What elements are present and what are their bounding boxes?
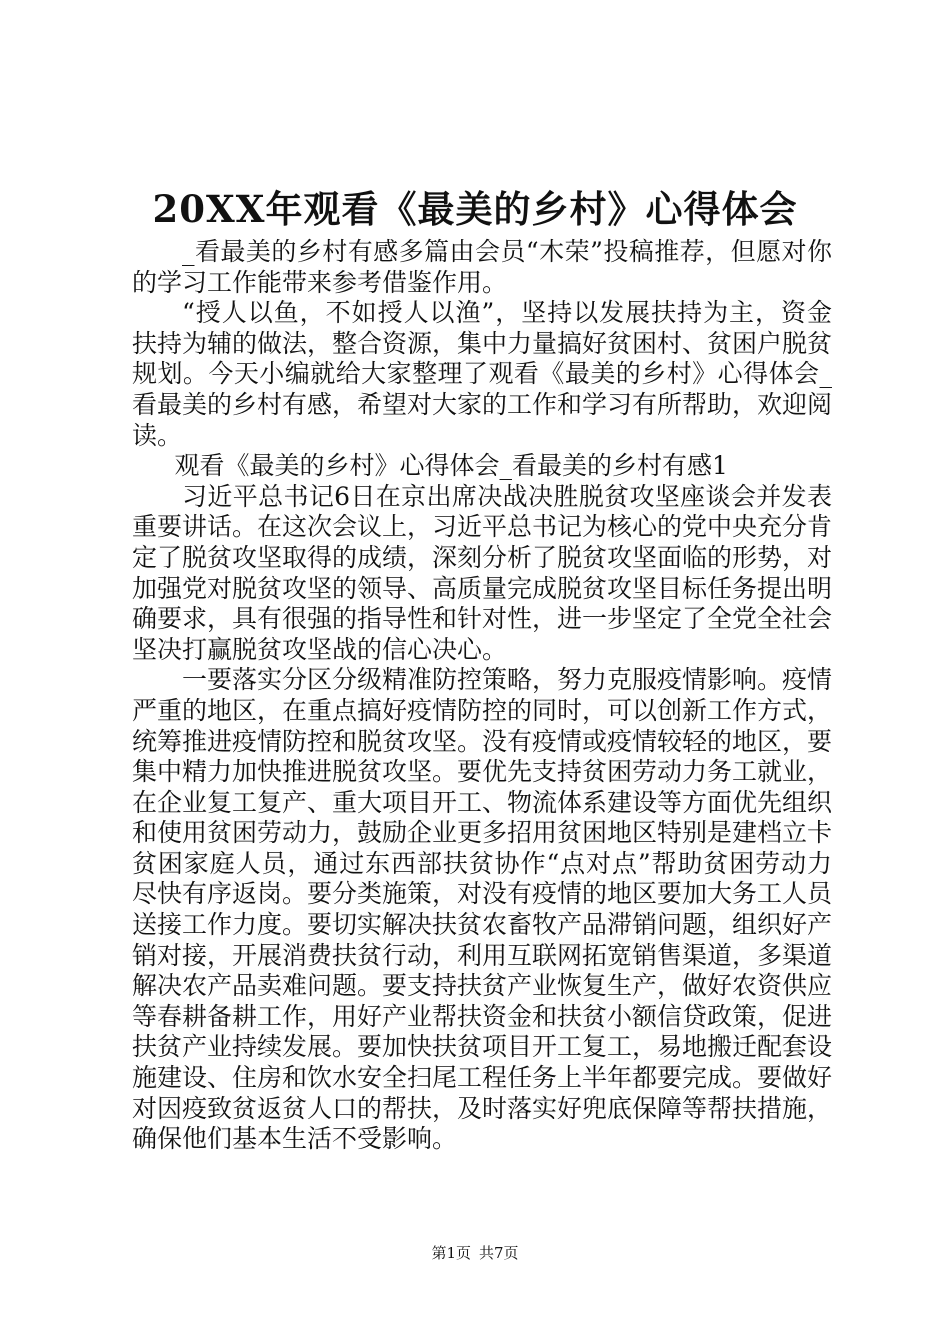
body-paragraph: 一要落实分区分级精准防控策略，努力克服疫情影响。疫情严重的地区，在重点搞好疫情防控的同时，可以创新工作方式，统筹推进疫情防控和脱贫攻坚。没有疫情或疫情较轻的地区，要集中精力加快推进脱贫攻坚。要优先支持贫困劳动力务工就业，在企业复工复产、重大项目开工、物流体系建设等方面优先组织和使用贫困劳动力，鼓励企业更多招用贫困地区特别是建档立卡贫困家庭人员，通过东西部扶贫协作“点对点”帮助贫困劳动力尽快有序返岗。要分类施策，对没有疫情的地区要加大务工人员送接工作力度。要切实解决扶贫农畜牧产品滞销问题，组织好产销对接，开展消费扶贫行动，利用互联网拓宽销售渠道，多渠道解决农产品卖难问题。要支持扶贫产业恢复生产，做好农资供应等春耕备耕工作，用好产业帮扶资金和扶贫小额信贷政策，促进扶贫产业持续发展。要加快扶贫项目开工复工，易地搬迁配套设施建设、住房和饮水安全扫尾工程任务上半年都要完成。要做好对因疫致贫返贫人口的帮扶，及时落实好兜底保障等帮扶措施，确保他们基本生活不受影响。: [132, 665, 833, 1154]
page-number: 第1页: [431, 1244, 471, 1262]
section-heading: 观看《最美的乡村》心得体会_看最美的乡村有感1: [174, 451, 728, 481]
page-total: 共7页: [479, 1244, 519, 1262]
document-body: [132, 237, 832, 1155]
page-footer: [0, 1243, 950, 1263]
intro-paragraph: _看最美的乡村有感多篇由会员“木荣”投稿推荐，但愿对你的学习工作能带来参考借鉴作用。: [132, 237, 832, 297]
document-title: 20XX年观看《最美的乡村》心得体会: [152, 187, 798, 231]
body-paragraph: 习近平总书记6日在京出席决战决胜脱贫攻坚座谈会并发表重要讲话。在这次会议上，习近平总书记为核心的党中央充分肯定了脱贫攻坚取得的成绩，深刻分析了脱贫攻坚面临的形势，对加强党对脱贫攻坚的领导、高质量完成脱贫攻坚目标任务提出明确要求，具有很强的指导性和针对性，进一步坚定了全党全社会坚决打赢脱贫攻坚战的信心决心。: [132, 481, 833, 664]
summary-paragraph: “授人以鱼，不如授人以渔”，坚持以发展扶持为主，资金扶持为辅的做法，整合资源，集中力量搞好贫困村、贫困户脱贫规划。今天小编就给大家整理了观看《最美的乡村》心得体会_看最美的乡村有感，希望对大家的工作和学习有所帮助，欢迎阅读。: [132, 298, 833, 450]
